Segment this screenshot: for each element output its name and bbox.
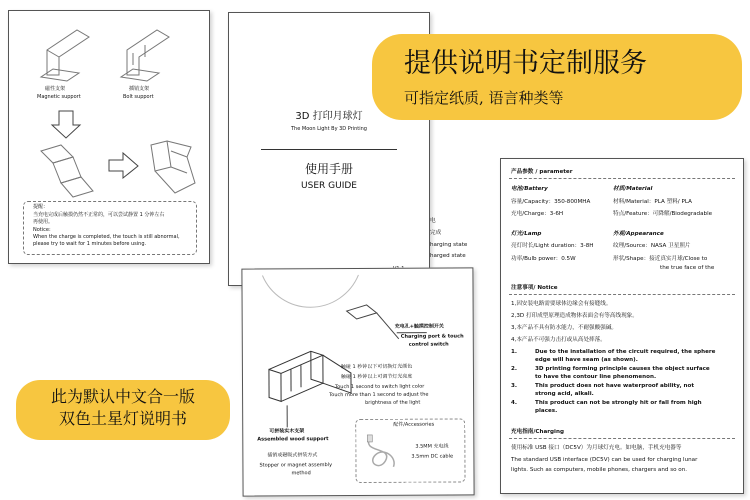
charging-text-cn: 使用标准 USB 接口（DC5V）为月球灯充电。如电脑，手机充电器等 [511, 445, 682, 451]
light-duration: 亮灯时长/Light duration：3-8H [511, 243, 594, 249]
bolt-support-drawing [117, 25, 177, 85]
manual-page-structure [241, 267, 474, 496]
charging-text-en-2: lights. Such as computers, mobile phones, chargers and so on. [511, 467, 688, 473]
notice-cn-2: 2,3D 打印成型原理造成物体表面会有等高线现象。 [511, 313, 638, 319]
battery-heading: 电池/Battery [511, 186, 548, 192]
notice-en-1-num: 1. [511, 349, 518, 355]
charging-text-en-1: The standard USB interface (DC5V) can be used for charging lunar [511, 457, 698, 463]
charging-port-label-en-2: control switch [408, 341, 449, 348]
notice-text-cn-1: 当充电完成后触摸仍然不正常的，可以尝试静置 1 分钟左右 [33, 212, 165, 218]
notice-text-en-1: When the charge is completed, the touch is still abnormal, [33, 234, 180, 240]
notice-en-3-num: 3. [511, 383, 518, 389]
notice-title-en: Notice: [33, 227, 51, 233]
notice-text-en-2: please try to wait for 1 minutes before using. [33, 241, 147, 247]
default-version-line-1: 此为默认中文合一版 [50, 387, 195, 406]
notice-en-3-line-1: This product does not have waterproof ability, not [535, 383, 695, 389]
dc-cable-icon [363, 433, 403, 473]
stopper-method-en-1: Stopper or magnet assembly [259, 462, 333, 469]
cable-label-en: 3.5mm DC cable [411, 453, 454, 460]
notice-en-2-line-2: to have the contour line phenomenon. [535, 374, 657, 380]
battery-capacity: 容量/Capacity：350-800MHA [511, 199, 591, 205]
accessories-title: 配件/Accessories [393, 421, 435, 428]
charging-divider [509, 438, 735, 439]
magnetic-support-label-cn: 磁性支架 [45, 86, 66, 92]
notice-divider [509, 294, 735, 295]
touch-instruction-cn-2: 触碰 1 秒钟以上可调节灯光亮度 [340, 373, 413, 381]
cover-title-cn: 3D 打印月球灯 [295, 111, 363, 122]
appearance-heading: 外观/Appearance [613, 231, 664, 237]
notice-en-4-num: 4. [511, 400, 518, 406]
bolt-support-label-en: Bolt support [123, 94, 154, 100]
manual-page-assembly [8, 10, 210, 264]
material-value: 材料/Material：PLA 塑料/ PLA [613, 199, 692, 205]
appearance-source: 纹理/Source：NASA 卫星照片 [613, 243, 691, 249]
parameter-divider [509, 178, 735, 179]
arrow-down-icon [51, 111, 81, 139]
arrow-right-icon [109, 153, 139, 179]
default-version-line-2: 双色土星灯说明书 [58, 409, 187, 428]
appearance-shape-1: 形状/Shape：接近真实月球/Close to [613, 256, 708, 262]
stopper-method-en-2: method [291, 470, 311, 477]
bolt-support-label-cn: 插销支架 [129, 86, 150, 92]
cover-divider [261, 149, 397, 150]
hidden-page-peek-4: harged state [430, 253, 466, 259]
cable-label-cn: 3.5MM 充电线 [415, 443, 449, 450]
hidden-page-peek-3: harging state [430, 242, 468, 248]
notice-en-3-line-2: strong acid, alkali. [535, 391, 594, 397]
notice-title-cn: 提醒： [33, 204, 49, 210]
hidden-page-peek-2: 完成 [430, 230, 442, 236]
battery-charge: 充电/Charge：3-6H [511, 211, 564, 217]
cover-title-en: The Moon Light By 3D Printing [291, 126, 367, 132]
touch-instruction-en-2: Touch more than 1 second to adjust the [329, 391, 429, 399]
notice-en-4-line-2: places. [535, 408, 558, 414]
custom-service-subtitle: 可指定纸质, 语言种类等 [404, 89, 564, 107]
bulb-power: 功率/Bulb power：0.5W [511, 256, 576, 262]
magnetic-support-label-en: Magnetic support [37, 94, 81, 100]
custom-service-title: 提供说明书定制服务 [404, 48, 647, 79]
magnetic-support-drawing [37, 25, 97, 85]
hidden-page-peek-1: 电 [430, 218, 436, 224]
wood-support-label-en: Assembled wood support [257, 436, 329, 443]
notice-en-1-line-2: edge will have seam (as shown). [535, 357, 638, 363]
notice-section-title: 注意事项/ Notice [511, 285, 558, 291]
stopper-method-cn: 插销或磁吸式拼装方式 [267, 452, 318, 459]
notice-en-2-line-1: 3D printing forming principle causes the object surface [535, 366, 710, 372]
material-heading: 材质/Material [613, 186, 653, 192]
feature-value: 特点/Feature：可降解/Biodegradable [613, 211, 713, 217]
notice-en-2-num: 2. [511, 366, 518, 372]
charging-port-label-cn: 充电孔+触摸控制开关 [394, 323, 444, 330]
touch-instruction-en-1: Touch 1 second to switch light color [335, 383, 425, 391]
wood-support-label-cn: 可拼装实木支架 [269, 428, 305, 435]
appearance-shape-2: the true face of the [660, 265, 715, 271]
charging-section-title: 充电指南/Charging [511, 429, 564, 435]
default-version-badge [16, 380, 230, 440]
assembled-stand-drawing-1 [33, 141, 103, 201]
cover-manual-en: USER GUIDE [301, 181, 357, 191]
custom-service-badge [372, 34, 742, 120]
touch-instruction-en-3: brightness of the light [365, 399, 421, 406]
cover-manual-cn: 使用手册 [304, 162, 353, 176]
manual-page-parameters [500, 158, 744, 494]
notice-cn-1: 1,因安装电路需要球体边缘会有接缝线。 [511, 301, 612, 307]
notice-en-1-line-1: Due to the installation of the circuit required, the sphere [535, 349, 716, 355]
parameter-section-title: 产品参数 / parameter [511, 169, 573, 175]
notice-en-4-line-1: This product can not be strongly hit or fall from high [535, 400, 702, 406]
lamp-heading: 灯光/Lamp [511, 231, 542, 237]
notice-cn-3: 3,本产品不具有防水能力，不耐强酸强碱。 [511, 325, 618, 331]
charging-port-label-en-1: Charging port & touch [400, 333, 464, 340]
notice-cn-4: 4,本产品不可强力击打或从高处摔落。 [511, 337, 606, 343]
assembled-stand-drawing-2 [145, 137, 205, 197]
touch-instruction-cn-1: 触碰 1 秒钟以下可切换灯光颜色 [340, 363, 413, 371]
notice-text-cn-2: 再使用。 [33, 219, 54, 225]
